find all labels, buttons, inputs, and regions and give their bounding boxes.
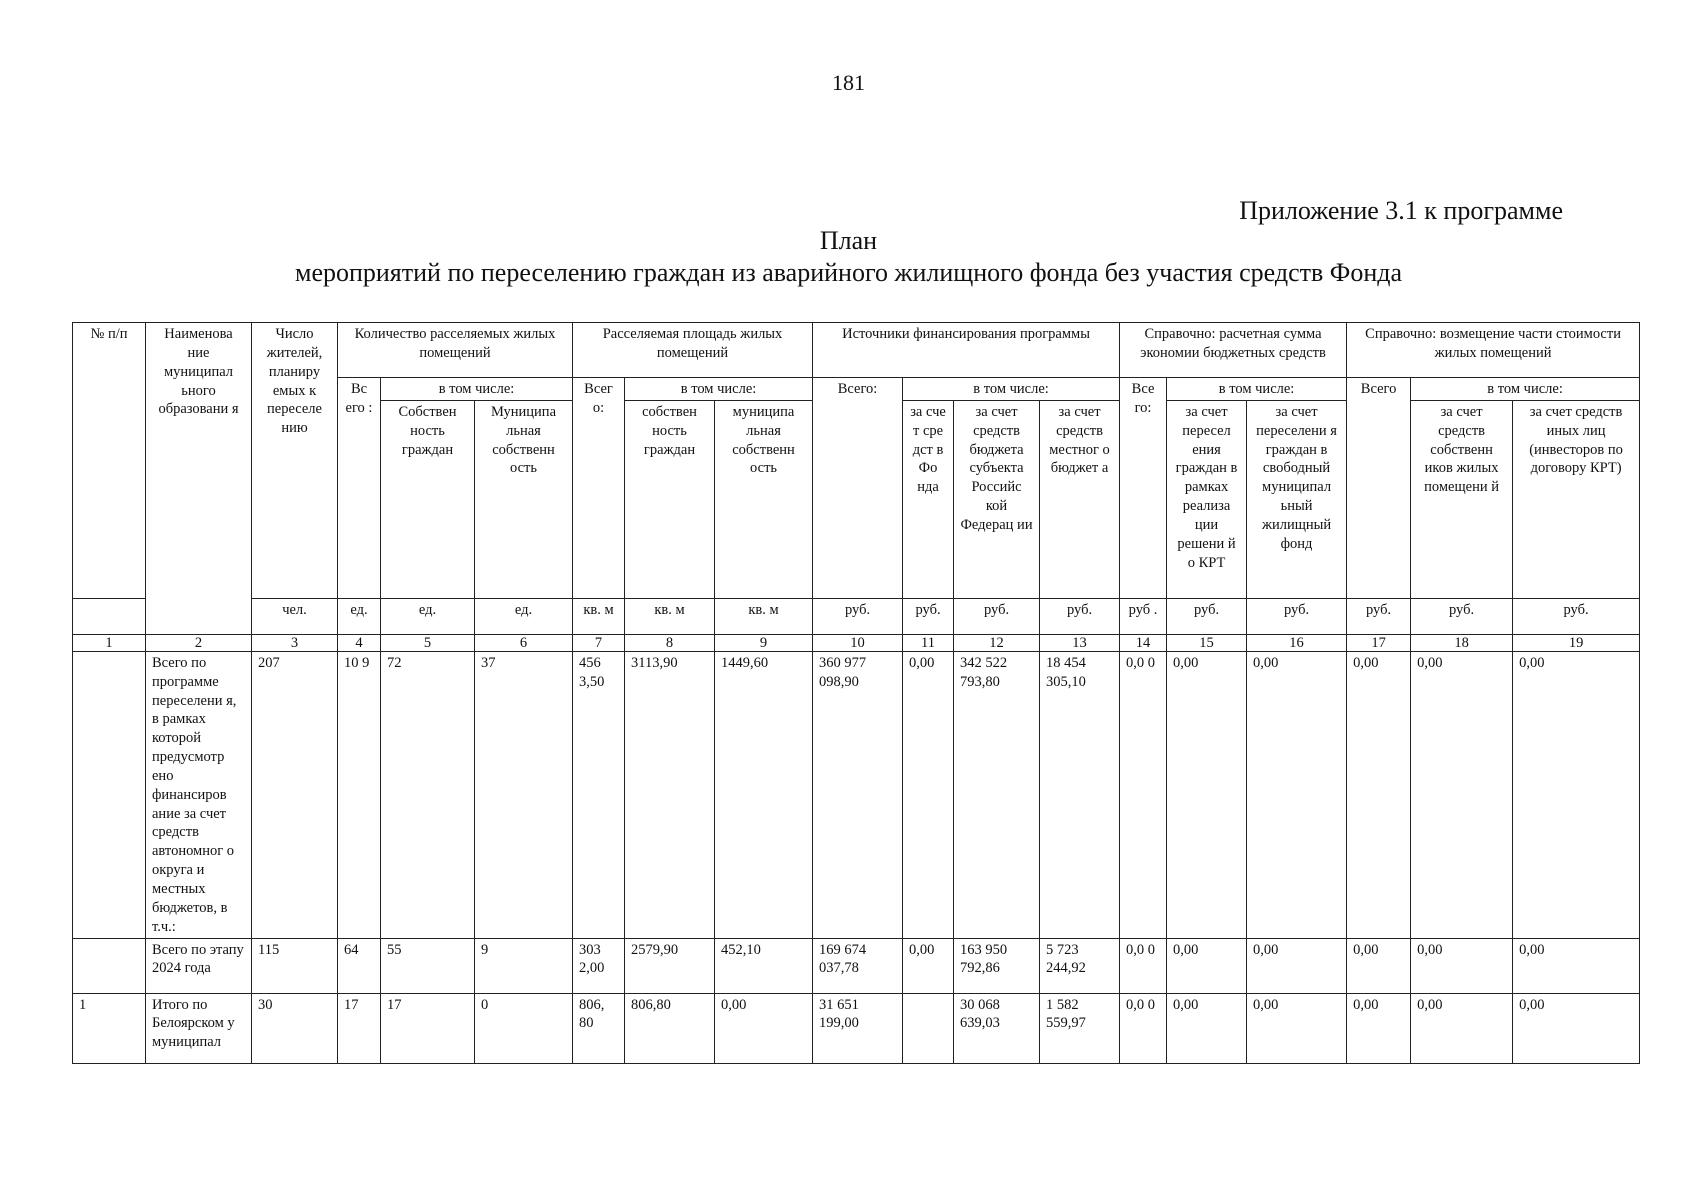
header-financing-subject: за счет средств бюджета субъекта Российс кой Федерац ии: [954, 400, 1040, 598]
cell-value: 342 522 793,80: [954, 651, 1040, 938]
header-financing-local: за счет средств местног о бюджет а: [1040, 400, 1120, 598]
cell-value: 0,00: [903, 651, 954, 938]
page-number: 181: [832, 70, 865, 95]
header-economy-free-fund: за счет переселени я граждан в свободный муниципал ьный жилищный фонд: [1247, 400, 1347, 598]
header-compensation-investors: за счет средств иных лиц (инвесторов по договору КРТ): [1513, 400, 1640, 598]
cell-value: 37: [475, 651, 573, 938]
cell-value: 0,00: [1411, 938, 1513, 993]
cell-value: 0: [475, 993, 573, 1063]
cell-value: 0,00: [1167, 993, 1247, 1063]
column-number: 18: [1411, 634, 1513, 651]
cell-value: 30: [252, 993, 338, 1063]
units-cell: руб.: [1513, 598, 1640, 634]
cell-value: 0,00: [1247, 651, 1347, 938]
column-number: 12: [954, 634, 1040, 651]
cell-value: 0,00: [1513, 993, 1640, 1063]
cell-value: 0,0 0: [1120, 938, 1167, 993]
header-compensation-owners: за счет средств собственн иков жилых помещени й: [1411, 400, 1513, 598]
row-number: [73, 938, 146, 993]
column-number: 15: [1167, 634, 1247, 651]
cell-value: 17: [338, 993, 381, 1063]
column-number: 16: [1247, 634, 1347, 651]
header-area-total: Всег о:: [573, 378, 625, 599]
cell-value: 163 950 792,86: [954, 938, 1040, 993]
cell-value: 0,00: [1347, 651, 1411, 938]
header-cost-compensation: Справочно: возмещение части стоимости жилых помещений: [1347, 323, 1640, 378]
row-number: 1: [73, 993, 146, 1063]
cell-value: 0,00: [715, 993, 813, 1063]
column-number: 13: [1040, 634, 1120, 651]
cell-value: 1 582 559,97: [1040, 993, 1120, 1063]
cell-value: 115: [252, 938, 338, 993]
units-cell: руб.: [1347, 598, 1411, 634]
header-financing-sources: Источники финансирования программы: [813, 323, 1120, 378]
units-cell: кв. м: [573, 598, 625, 634]
units-cell: руб.: [1167, 598, 1247, 634]
column-number: 10: [813, 634, 903, 651]
column-number: 3: [252, 634, 338, 651]
header-row-1: [73, 323, 1640, 378]
cell-value: 806,80: [625, 993, 715, 1063]
cell-value: 0,00: [1513, 938, 1640, 993]
cell-value: 2579,90: [625, 938, 715, 993]
table-row: [73, 993, 1640, 1063]
column-number: 11: [903, 634, 954, 651]
cell-value: 0,00: [1167, 651, 1247, 938]
cell-value: 64: [338, 938, 381, 993]
column-number: 9: [715, 634, 813, 651]
row-municipality: Всего по программе переселени я, в рамках которой предусмотр ено финансиров ание за счет средств автономног о округа и местных бюджетов, в т.ч.:: [146, 651, 252, 938]
units-cell: руб.: [903, 598, 954, 634]
document-subtitle: мероприятий по переселению граждан из аварийного жилищного фонда без участия средств Фонда: [294, 258, 1403, 287]
header-premises-total: Вс его :: [338, 378, 381, 599]
column-number: 19: [1513, 634, 1640, 651]
units-cell: руб.: [1040, 598, 1120, 634]
header-premises-own: Собствен ность граждан: [381, 400, 475, 598]
cell-value: 30 068 639,03: [954, 993, 1040, 1063]
units-row: [73, 598, 1640, 634]
units-cell: [73, 598, 146, 634]
cell-value: 452,10: [715, 938, 813, 993]
cell-value: 3113,90: [625, 651, 715, 938]
column-number: 7: [573, 634, 625, 651]
header-num: № п/п: [73, 323, 146, 599]
column-number: 8: [625, 634, 715, 651]
table-row: [73, 938, 1640, 993]
cell-value: 17: [381, 993, 475, 1063]
header-area-own: собствен ность граждан: [625, 400, 715, 598]
cell-value: 169 674 037,78: [813, 938, 903, 993]
resettlement-plan-table: [72, 322, 1640, 1064]
header-financing-fund: за сче т сре дст в Фо нда: [903, 400, 954, 598]
cell-value: 0,00: [1513, 651, 1640, 938]
header-budget-economy: Справочно: расчетная сумма экономии бюджетных средств: [1120, 323, 1347, 378]
cell-value: 360 977 098,90: [813, 651, 903, 938]
cell-value: 0,00: [903, 938, 954, 993]
header-premises-count: Количество расселяемых жилых помещений: [338, 323, 573, 378]
document-title: План: [819, 226, 878, 255]
units-cell: чел.: [252, 598, 338, 634]
column-number: 4: [338, 634, 381, 651]
cell-value: [903, 993, 954, 1063]
cell-value: 1449,60: [715, 651, 813, 938]
column-number: 2: [146, 634, 252, 651]
cell-value: 5 723 244,92: [1040, 938, 1120, 993]
cell-value: 0,00: [1247, 993, 1347, 1063]
cell-value: 72: [381, 651, 475, 938]
units-cell: кв. м: [625, 598, 715, 634]
units-cell: руб .: [1120, 598, 1167, 634]
units-cell: руб.: [1247, 598, 1347, 634]
cell-value: 0,0 0: [1120, 651, 1167, 938]
cell-value: 207: [252, 651, 338, 938]
column-number: 6: [475, 634, 573, 651]
column-number: 1: [73, 634, 146, 651]
header-municipality: Наименова ние муниципал ьного образовани я: [146, 323, 252, 635]
table-row: [73, 651, 1640, 938]
cell-value: 0,00: [1247, 938, 1347, 993]
units-cell: руб.: [1411, 598, 1513, 634]
cell-value: 303 2,00: [573, 938, 625, 993]
cell-value: 0,00: [1411, 651, 1513, 938]
column-number: 5: [381, 634, 475, 651]
cell-value: 18 454 305,10: [1040, 651, 1120, 938]
cell-value: 0,00: [1347, 938, 1411, 993]
header-economy-including: в том числе:: [1167, 378, 1347, 401]
cell-value: 0,00: [1411, 993, 1513, 1063]
header-economy-krt: за счет пересел ения граждан в рамках реализа ции решени й о КРТ: [1167, 400, 1247, 598]
column-number-row: [73, 634, 1640, 651]
header-area-including: в том числе:: [625, 378, 813, 401]
cell-value: 456 3,50: [573, 651, 625, 938]
cell-value: 55: [381, 938, 475, 993]
header-premises-including: в том числе:: [381, 378, 573, 401]
header-premises-area: Расселяемая площадь жилых помещений: [573, 323, 813, 378]
units-cell: ед.: [475, 598, 573, 634]
header-residents: Число жителей, планиру емых к переселе нию: [252, 323, 338, 599]
units-cell: кв. м: [715, 598, 813, 634]
cell-value: 0,0 0: [1120, 993, 1167, 1063]
row-municipality: Итого по Белоярском у муниципал: [146, 993, 252, 1063]
row-number: [73, 651, 146, 938]
cell-value: 31 651 199,00: [813, 993, 903, 1063]
units-cell: руб.: [954, 598, 1040, 634]
header-economy-total: Все го:: [1120, 378, 1167, 599]
row-municipality: Всего по этапу 2024 года: [146, 938, 252, 993]
column-number: 17: [1347, 634, 1411, 651]
cell-value: 0,00: [1167, 938, 1247, 993]
cell-value: 10 9: [338, 651, 381, 938]
units-cell: ед.: [338, 598, 381, 634]
header-financing-including: в том числе:: [903, 378, 1120, 401]
appendix-label: Приложение 3.1 к программе: [1239, 196, 1563, 225]
header-compensation-including: в том числе:: [1411, 378, 1640, 401]
cell-value: 0,00: [1347, 993, 1411, 1063]
header-premises-municipal: Муниципа льная собственн ость: [475, 400, 573, 598]
units-cell: руб.: [813, 598, 903, 634]
header-area-municipal: муниципа льная собственн ость: [715, 400, 813, 598]
header-financing-total: Всего:: [813, 378, 903, 599]
header-compensation-total: Всего: [1347, 378, 1411, 599]
column-number: 14: [1120, 634, 1167, 651]
units-cell: ед.: [381, 598, 475, 634]
cell-value: 806, 80: [573, 993, 625, 1063]
cell-value: 9: [475, 938, 573, 993]
